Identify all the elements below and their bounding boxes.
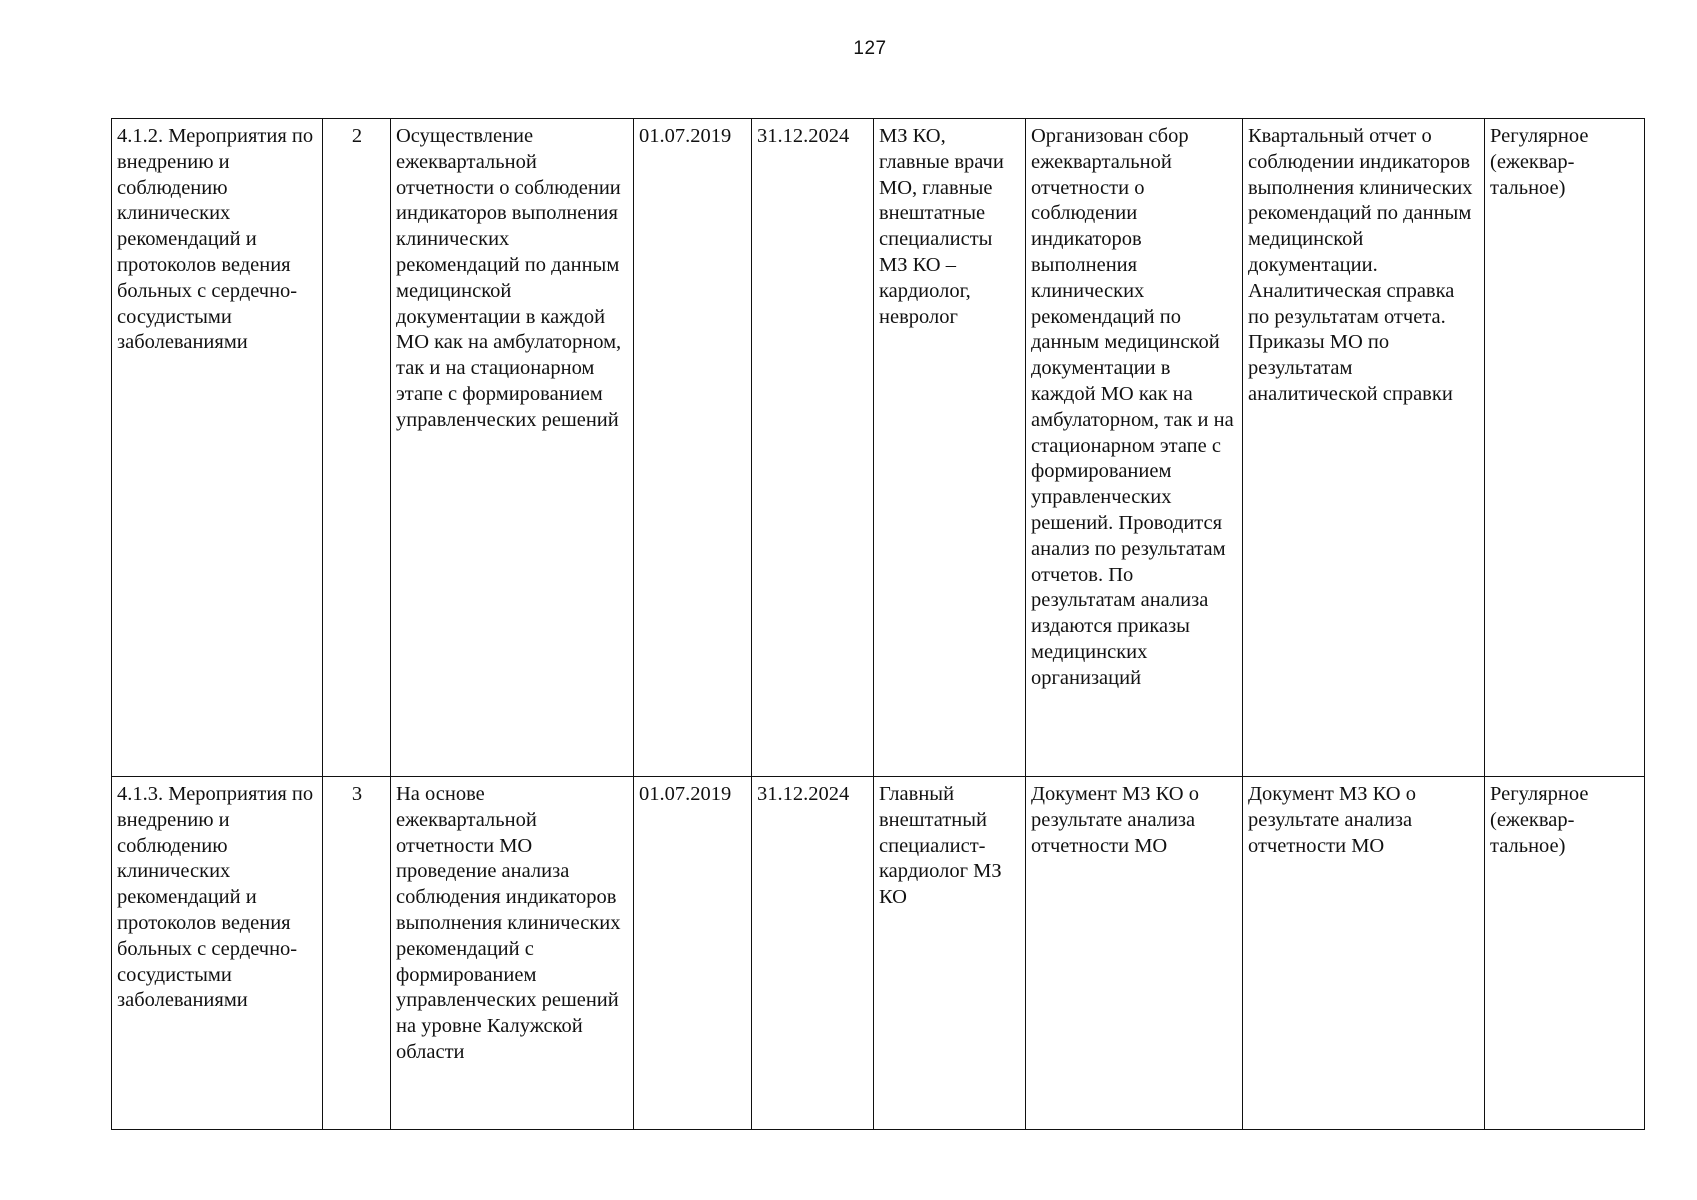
page-number: 127 — [853, 38, 887, 59]
document-cell — [1243, 119, 1485, 777]
event-cell — [112, 119, 323, 777]
document-text: Документ МЗ КО о результате анализа отчетности МО — [1248, 783, 1416, 857]
end-date-cell — [752, 777, 874, 1130]
responsible-cell — [874, 777, 1026, 1130]
result-cell — [1026, 119, 1243, 777]
number-cell — [323, 119, 391, 777]
start-date-cell — [634, 119, 752, 777]
end-date: 31.12.2024 — [757, 125, 850, 147]
frequency-text: Регулярное (ежеквар-тальное) — [1490, 783, 1589, 857]
responsible-text: Главный внештатный специалист-кардиолог МЗ КО — [879, 783, 1002, 909]
frequency-cell — [1485, 777, 1645, 1130]
activities-table — [111, 118, 1645, 1130]
start-date-cell — [634, 777, 752, 1130]
start-date: 01.07.2019 — [639, 783, 732, 805]
responsible-text: МЗ КО, главные врачи МО, главные внештатные специалисты МЗ КО – кардиолог, невролог — [879, 125, 1004, 328]
result-cell — [1026, 777, 1243, 1130]
result-text: Документ МЗ КО о результате анализа отчетности МО — [1031, 783, 1199, 857]
table-row — [112, 777, 1645, 1130]
event-text: 4.1.3. Мероприятия по внедрению и соблюдению клинических рекомендаций и протоколов ведения больных с сердечно-сосудистыми заболеваниями — [117, 783, 314, 1012]
table-row — [112, 119, 1645, 777]
number-cell — [323, 777, 391, 1130]
responsible-cell — [874, 119, 1026, 777]
description-text: Осуществление ежеквартальной отчетности о соблюдении индикаторов выполнения клинических рекомендаций по данным медицинской документации в каждой МО как на амбулаторном, так и на стационарном этапе с формированием управленческих решений — [396, 125, 622, 431]
description-cell — [391, 119, 634, 777]
document-text: Квартальный отчет о соблюдении индикаторов выполнения клинических рекомендаций по данным медицинской документации. Аналитическая справка по результатам отчета. Приказы МО по результатам аналитической справки — [1248, 125, 1473, 405]
description-text: На основе ежеквартальной отчетности МО проведение анализа соблюдения индикаторов выполнения клинических рекомендаций с формированием управленческих решений на уровне Калужской области — [396, 783, 621, 1063]
frequency-cell — [1485, 119, 1645, 777]
event-cell — [112, 777, 323, 1130]
document-cell — [1243, 777, 1485, 1130]
end-date: 31.12.2024 — [757, 783, 850, 805]
result-text: Организован сбор ежеквартальной отчетности о соблюдении индикаторов выполнения клинических рекомендаций по данным медицинской документации в каждой МО как на амбулаторном, так и на стационарном этапе с формированием управленческих решений. Проводится анализ по результатам отчетов. По результатам анализа издаются приказы медицинских организаций — [1031, 125, 1234, 689]
row-number: 2 — [351, 125, 363, 147]
start-date: 01.07.2019 — [639, 125, 732, 147]
description-cell — [391, 777, 634, 1130]
end-date-cell — [752, 119, 874, 777]
event-text: 4.1.2. Мероприятия по внедрению и соблюдению клинических рекомендаций и протоколов ведения больных с сердечно-сосудистыми заболеваниями — [117, 125, 314, 354]
frequency-text: Регулярное (ежеквар-тальное) — [1490, 125, 1589, 199]
row-number: 3 — [351, 783, 363, 805]
